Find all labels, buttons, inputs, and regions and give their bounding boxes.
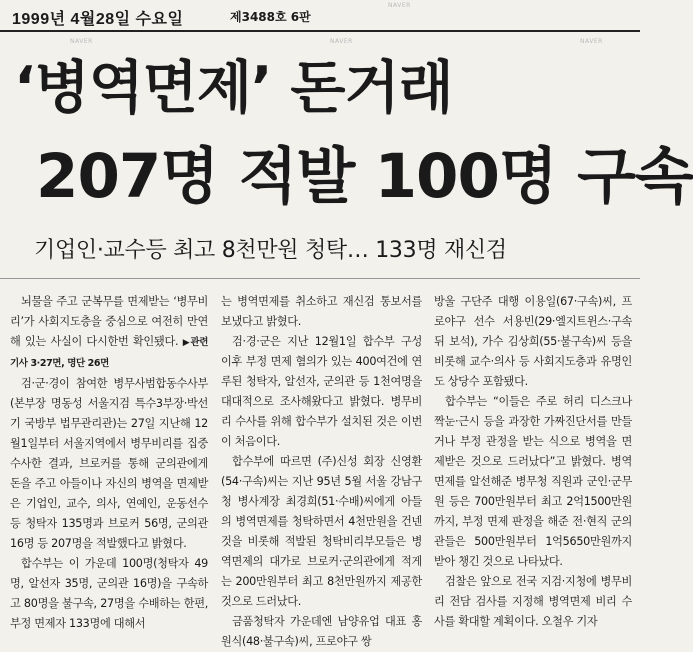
related-articles-text: 관련기사 3·27면, 명단 26면 [10,337,208,369]
paragraph: 합수부는 이 가운데 100명(청탁자 49명, 알선자 35명, 군의관 16명)을 구속하고 80명을 불구속, 27명을 수배하는 한편, 부정 면제자 133명에 대해서 [10,557,208,630]
article-column-3 [434,292,632,632]
subheadline: 기업인·교수등 최고 8천만원 청탁… 133명 재신검 [34,238,507,263]
headline-line2: 207명 적발 100명 구속 [36,141,693,212]
paragraph-text: 뇌물을 주고 군복무를 면제받는 ‘병무비리’가 사회지도층을 중심으로 여전히 만연해 있는 사실이 다시한번 확인됐다. [10,295,208,348]
paragraph: 합수부에 따르면 (주)신성 회장 신영환(54·구속)씨는 지난 95년 5월 서울 강남구청 병사계장 최경희(51·수배)씨에게 아들의 병역면제를 청탁하면서 4천만원을 건넨 것을 비롯해 적발된 청탁비리부모들은 병역면제의 대가로 브로커·군의관에게 적게는 200만원부터 최고 8천만원까지 제공한 것으로 드러났다. [221,455,422,608]
paragraph: 검·군·경이 참여한 병무사범합동수사부(본부장 명동성 서울지검 특수3부장·박선기 국방부 법무관리관)는 27일 지난해 12월1일부터 서울지역에서 병무비리를 집중수사한 결과, 브로커를 통해 군의관에게 돈을 주고 아들이나 자신의 병역을 면제받은 기업인, 교수, 의사, 연예인, 운동선수 등 청탁자 135명과 브로커 56명, 군의관 16명 등 207명을 적발했다고 밝혔다. [10,377,208,550]
paragraph: 금품청탁자 가운데엔 남양유업 대표 홍원식(48·불구속)씨, 프로야구 쌍 [221,615,422,648]
headline-line1: ‘병역면제’ 돈거래 [14,55,453,121]
issue-number: 제3488호 6판 [230,10,311,24]
issue-date: 1999년 4월28일 수요일 [12,11,184,28]
article-column-1 [10,292,208,632]
paragraph: 는 병역면제를 취소하고 재신검 통보서를 보냈다고 밝혔다. [221,295,422,328]
paragraph [10,292,208,374]
watermark: NAVER [388,2,411,9]
article-column-2 [221,292,422,648]
watermark: NAVER [70,38,93,45]
paragraph: 방울 구단주 대행 이용일(67·구속)씨, 프로야구 선수 서용빈(29·엘지트윈스·구속 뒤 보석), 가수 김상희(55·불구속)씨 등을 비롯해 교수·의사 등 사회지도층과 유명인도 상당수 포함됐다. [434,295,632,388]
paragraph: 합수부는 “이들은 주로 허리 디스크나 짝눈·근시 등을 과장한 가짜진단서를 만들거나 부정 관정을 받는 식으로 병역을 면제받은 것으로 드러났다”고 밝혔다. 병역면제를 알선해준 병무청 직원과 군인·군무원 등은 700만원부터 최고 2억1500만원까지, 부정 면제 판정을 해준 전·현직 군의관들은 500만원부터 1억5650만원까지 받아 챙긴 것으로 나타났다. [434,395,632,568]
masthead-bar [0,0,640,32]
watermark: NAVER [330,38,353,45]
paragraph: 검·경·군은 지난 12월1일 합수부 구성 이후 부정 면제 혐의가 있는 400여건에 연루된 청탁자, 알선자, 군의관 등 1천여명을 대대적으로 조사해왔다고 밝혔다. 병무비리 수사를 위해 합수부가 설치된 것은 이번이 처음이다. [221,335,422,448]
headline-divider [0,278,640,279]
triangle-icon: ▶ [182,338,191,348]
watermark: NAVER [580,38,603,45]
paragraph: 검찰은 앞으로 전국 지검·지청에 병무비리 전담 검사를 지정해 병역면제 비리 수사를 확대할 계획이다. 오철우 기자 [434,575,632,628]
